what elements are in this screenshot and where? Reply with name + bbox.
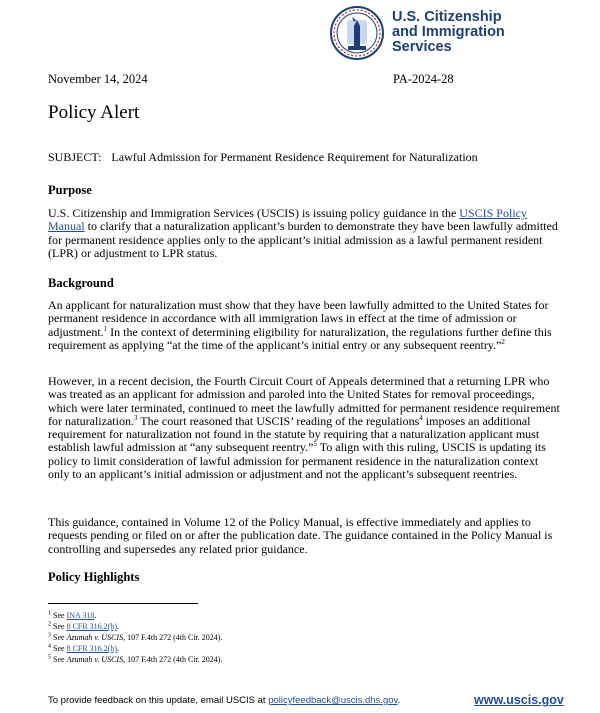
agency-name-line-3: Services	[392, 39, 452, 55]
case-citation: Azumah v. USCIS	[66, 655, 124, 664]
footnote-2: $^2$ See 8 CFR 316.2(b).	[48, 621, 120, 631]
footnote-link-8-cfr[interactable]: 8 CFR 316.2(b)	[66, 622, 118, 631]
case-citation: Azumah v. USCIS	[66, 633, 124, 642]
agency-name	[392, 10, 542, 55]
background-p2-text-d: To align with this ruling, USCIS is updating its policy to limit consideration of lawful admission for permanent residence in the naturalization context only to an applicant’s initial admission or adjustment and not the applicant’s subsequent reentries.	[48, 440, 546, 482]
footnote-5: $^5$ See Azumah v. USCIS, 107 F.4th 272 (4th Cir. 2024).	[48, 654, 223, 664]
agency-name-line-2: and Immigration	[392, 24, 505, 40]
subject-label: SUBJECT:	[48, 150, 102, 164]
footnote-3: $^3$ See Azumah v. USCIS, 107 F.4th 272 (4th Cir. 2024).	[48, 632, 223, 642]
background-p1-text-b: In the context of determining eligibility for naturalization, the regulations further define this requirement as applying “at the time of the applicant’s initial entry or any subsequent reentry.”	[48, 324, 552, 352]
alert-reference-number: PA-2024-28	[393, 72, 454, 86]
footnote-ref-1: 1	[103, 324, 108, 333]
background-p2-text-b: The court reasoned that USCIS’ reading of the regulations	[137, 413, 420, 428]
purpose-paragraph	[48, 207, 560, 260]
footnote-link-8-cfr[interactable]: 8 CFR 316.2(b)	[66, 644, 118, 653]
policy-highlights-heading: Policy Highlights	[48, 570, 140, 584]
background-p2-text-a: However, in a recent decision, the Fourth Circuit Court of Appeals determined that a returning LPR who was treated as an applicant for admission and paroled into the United States for removal proceedings, which were later terminated, continued to meet the lawfully admitted for permanent residence requirement for naturalization.	[48, 374, 560, 428]
website-link[interactable]: www.uscis.gov	[474, 693, 564, 707]
footnote-ref-2: 2	[501, 337, 505, 346]
background-heading: Background	[48, 276, 114, 290]
background-paragraph-3: This guidance, contained in Volume 12 of the Policy Manual, is effective immediately and applies to requests pending or filed on or after the publication date. The guidance contained in the Policy Manual is controlling and supersedes any related prior guidance.	[48, 515, 553, 556]
footnote-number: 4	[48, 643, 51, 650]
dhs-seal-icon	[330, 6, 384, 60]
footnote-4: $^4$ See 8 CFR 316.2(b).	[48, 643, 120, 653]
background-p2-text-c: imposes an additional requirement for naturalization not found in the statute by requiring that a naturalization applicant must establish lawful admission at “any subsequent reentry.”	[48, 413, 540, 455]
footnote-number: 3	[48, 632, 51, 639]
agency-name-line-1: U.S. Citizenship	[392, 9, 502, 25]
footnote-ref-4: 4	[419, 413, 423, 422]
background-p1-text-a: An applicant for naturalization must show that they have been lawfully admitted to the United States for permanent residence in accordance with all immigration laws in effect at the time of admission or adjustment.	[48, 298, 549, 339]
purpose-text-1: U.S. Citizenship and Immigration Services (USCIS) is issuing policy guidance in the	[48, 206, 460, 220]
footnote-ref-5: 5	[313, 440, 317, 449]
background-paragraph-1	[48, 299, 560, 352]
policy-manual-link[interactable]: USCIS Policy Manual	[48, 206, 527, 234]
purpose-text-2: to clarify that a naturalization applicant’s burden to demonstrate they have been lawfully admitted for permanent residence applies only to the applicant’s initial admission as a lawful permanent resident (LPR) or adjustment to LPR status.	[48, 219, 558, 260]
feedback-email-link[interactable]: policyfeedback@uscis.dhs.gov	[268, 695, 398, 706]
feedback-line: To provide feedback on this update, email USCIS at policyfeedback@uscis.dhs.gov.	[48, 695, 401, 706]
alert-date: November 14, 2024	[48, 72, 148, 86]
background-paragraph-2	[48, 375, 560, 481]
footnote-number: 1	[48, 610, 51, 617]
page-title: Policy Alert	[48, 102, 140, 123]
footnote-number: 5	[48, 654, 51, 661]
subject-text: Lawful Admission for Permanent Residence Requirement for Naturalization	[111, 150, 478, 164]
subject-line	[48, 150, 478, 165]
footnote-number: 2	[48, 621, 51, 628]
purpose-heading: Purpose	[48, 183, 92, 197]
footnote-link-ina-318[interactable]: INA 318	[66, 611, 95, 620]
footnote-divider	[48, 603, 198, 604]
footnote-ref-3: 3	[133, 413, 138, 422]
footnote-1: $^1$ See INA 318.	[48, 610, 97, 620]
